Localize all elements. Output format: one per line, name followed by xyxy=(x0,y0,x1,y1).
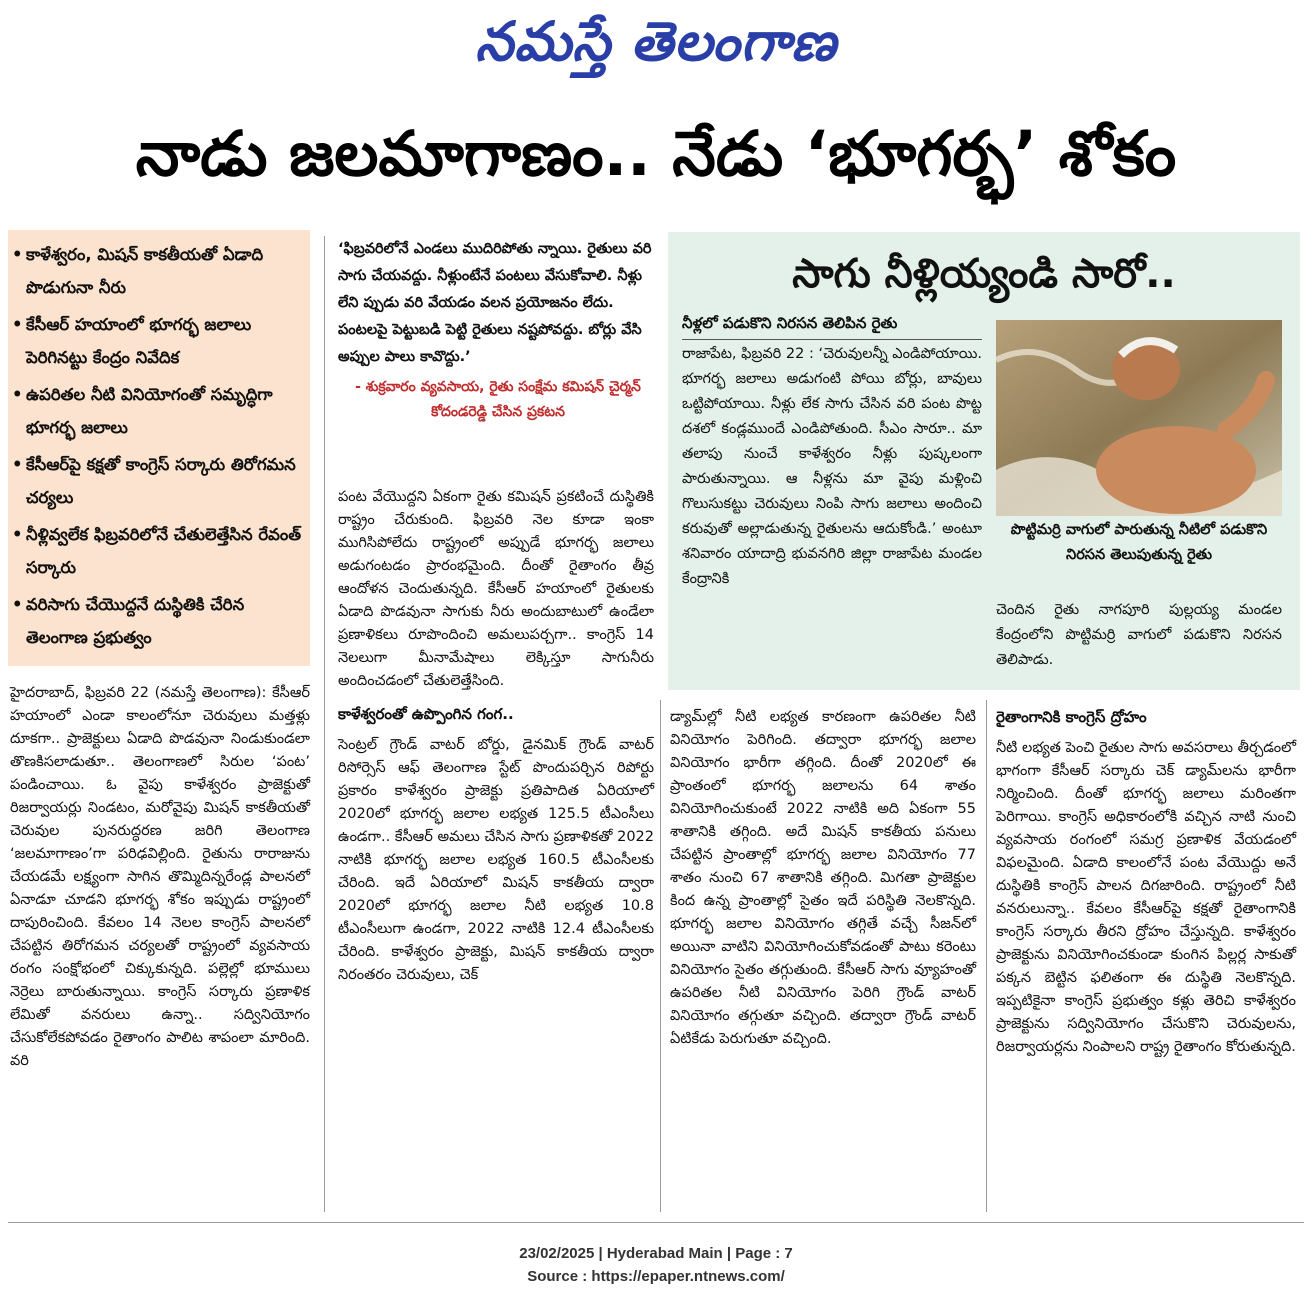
footer-divider xyxy=(8,1222,1304,1223)
footer-date-edition: 23/02/2025 | Hyderabad Main | Page : 7 xyxy=(519,1245,793,1262)
column-divider xyxy=(986,700,987,1212)
article-paragraph: పంట వేయొద్దని ఏకంగా రైతు కమిషన్ ప్రకటించే దుస్థితికి రాష్ట్రం చేరుకుంది. ఫిబ్రవరి నెల కూడా ఇంకా ముగిసిపోలేదు రాష్ట్రంలో అప్పుడే భూగర్భ జలాలు అడుగంటడం ప్రారంభమైంది. దీంతో రైతాంగం తీవ్ర ఆందోళన చెందుతున్నది. కేసీఆర్ హయాంలో రైతులకు ఏడాది పొడవునా సాగుకు నీరు అందుబాటులో ఉండేలా ప్రణాళికలు రూపొందించి అమలుపర్చగా.. కాంగ్రెస్ 14 నెలలుగా మీనామేషాలు లెక్కిస్తూ సాగునీరు అందించడంలో చేతులెత్తేసింది. xyxy=(338,489,654,689)
article-paragraph: హైదరాబాద్, ఫిబ్రవరి 22 (నమస్తే తెలంగాణ): కేసీఆర్ హయాంలో ఎండా కాలంలోనూ చెరువులు మత్తళ్లు దూకగా.. ప్రాజెక్టులు ఏడాది పొడవునా నిండుకుండలా తొణకిసలాడుతూ.. తెలంగాణలో సిరుల ‘పంట’ పండించాయి. ఓ వైపు కాళేశ్వరం ప్రాజెక్టుతో రిజర్వాయర్లు నిండటం, మరోవైపు మిషన్ కాకతీయతో చెరువుల పునరుద్ధరణ జరిగి తెలంగాణ ‘జలమాగాణం’గా పరిఢవిల్లింది. రైతును రారాజును చేయడమే లక్ష్యంగా సాగిన తొమ్మిదిన్నరేండ్ల పాలనలో ఏనాడూ చూడని భూగర్భ శోకం ఇప్పుడు రాష్ట్రంలో దాపురించింది. కేవలం 14 నెలల కాంగ్రెస్ పాలనలో చేపట్టిన తిరోగమన చర్యలతో రాష్ట్రంలో వ్యవసాయ రంగం సంక్షోభంలో చిక్కుకున్నది. పల్లెల్లో భూములు నెర్రెలు బారుతున్నాయి. కాంగ్రెస్ సర్కారు ప్రణాళిక లేమితో వనరులు ఉన్నా.. సద్వినియోగం చేసుకోలేకపోవడం రైతాంగం పాలిట శాపంలా మారింది. వరి xyxy=(10,685,310,1069)
article-paragraph: నీటి లభ్యత పెంచి రైతుల సాగు అవసరాలు తీర్చడంలో భాగంగా కేసీఆర్ సర్కారు చెక్ డ్యామ్‌లను భారీగా నిర్మించింది. దీంతో భూగర్భ జలాలు మరింతగా పెరిగాయి. కాంగ్రెస్ అధికారంలోకి వచ్చిన నాటి నుంచి వ్యవసాయ రంగంలో సమగ్ర ప్రణాళిక వేయడంలో విఫలమైంది. ఏడాది కాలంలోనే పంట వేయొద్దు అనే దుస్థితికి కాంగ్రెస్ పాలన దిగజారింది. రాష్ట్రంలో నీటి వనరులున్నా.. కేవలం కేసీఆర్‌పై కక్షతో రైతాంగానికి కాంగ్రెస్ సర్కారు తీరని ద్రోహం చేస్తున్నది. కాళేశ్వరం ప్రాజెక్టును వినియోగించకుండా కుంగిన పిల్లర్ల సాకుతో పక్కన బెట్టిన ఫలితంగా ఈ దుస్థితి నెలకొన్నది. ఇప్పటికైనా కాంగ్రెస్ ప్రభుత్వం కళ్లు తెరిచి కాళేశ్వరం ప్రాజెక్టును సద్వినియోగం చేసుకొని చెరువులను, రిజర్వాయర్లను నింపాలని రాష్ట్ర రైతాంగం కోరుతున్నది. xyxy=(996,740,1296,1055)
section-subhead: కాళేశ్వరంతో ఉప్పొంగిన గంగ.. xyxy=(338,705,514,723)
article-column-1 xyxy=(10,682,310,1073)
article-column-3 xyxy=(670,706,976,1051)
article-column-4 xyxy=(996,706,1296,1059)
masthead-logo: నమస్తే తెలంగాణ xyxy=(475,9,837,73)
pull-quote xyxy=(338,236,658,425)
article-paragraph: డ్యామ్‌ల్లో నీటి లభ్యత కారణంగా ఉపరితల నీటి వినియోగం పెరిగింది. తద్వారా భూగర్భ జలాల వినియోగం భారీగా తగ్గింది. దీంతో 2020లో ఈ ప్రాంతంలో భూగర్భ జలాలను 64 శాతం వినియోగించుకుంటే 2022 నాటికి అది ఏకంగా 55 శాతానికి తగ్గింది. అదే మిషన్ కాకతీయ పనులు చేపట్టిన ప్రాంతాల్లో భూగర్భ జలాల వినియోగం 77 శాతం నుంచి 67 శాతానికి తగ్గింది. మిగతా ప్రాజెక్టుల కింద ఉన్న ప్రాంతాల్లో సైతం ఇదే పరిస్థితి నెలకొన్నది. భూగర్భ జలాల వినియోగం తగ్గితే వచ్చే సీజన్‌లో అయినా వాటిని వినియోగించుకోవడంతో పాటు కరెంటు వినియోగం సైతం తగ్గుతుంది. కేసీఆర్ సాగు వ్యూహంతో ఉపరితల నీటి వినియోగం పెరిగి గ్రౌండ్ వాటర్ వినియోగం తగ్గుతూ వచ్చింది. తద్వారా గ్రౌండ్ వాటర్ ఏటికేడు పెరుగుతూ వచ్చింది. xyxy=(670,709,976,1047)
quote-text: ‘ఫిబ్రవరిలోనే ఎండలు ముదిరిపోతు న్నాయి. రైతులు వరి సాగు చేయవద్దు. నీళ్లుంటేనే పంటలు వేసుకోవాలి. నీళ్లు లేని ప్పుడు వరి వేయడం వలన ప్రయోజనం లేదు. పంటలపై పెట్టుబడి పెట్టి రైతులు నష్టపోవద్దు. బోర్లు వేసి అప్పుల పాలు కావొద్దు.’ xyxy=(338,241,652,365)
highlight-item: • నీళ్లివ్వలేక ఫిబ్రవరిలోనే చేతులెత్తేసిన రేవంత్ సర్కారు xyxy=(12,525,302,577)
highlights-box xyxy=(8,230,310,666)
highlight-item: • కేసీఆర్‌పై కక్షతో కాంగ్రెస్ సర్కారు తిరోగమన చర్యలు xyxy=(12,455,296,507)
quote-source: - శుక్రవారం వ్యవసాయ, రైతు సంక్షేమ కమిషన్ చైర్మన్ కోదండరెడ్డి చేసిన ప్రకటన xyxy=(355,379,641,420)
sidebar-body-continued: చెందిన రైతు నాగపూరి పుల్లయ్య మండల కేంద్రంలోని పొట్టిమర్రి వాగులో పడుకొని నిరసన తెలిపాడు. xyxy=(996,602,1282,668)
highlight-item: • వరిసాగు చేయొద్దనే దుస్థితికి చేరిన తెలంగాణ ప్రభుత్వం xyxy=(12,595,245,647)
column-divider xyxy=(324,236,325,1212)
article-paragraph: సెంట్రల్ గ్రౌండ్ వాటర్ బోర్డు, డైనమిక్ గ్రౌండ్ వాటర్ రిసోర్సెస్ ఆఫ్ తెలంగాణ స్టేట్ పొందుపర్చిన రిపోర్టు ప్రకారం కాళేశ్వరం ప్రాజెక్టు ప్రతిపాదిత ఏరియాలో 2020లో భూగర్భ జలాల లభ్యత 125.5 టీఎంసీలు ఉండగా.. కేసీఆర్ అమలు చేసిన సాగు ప్రణాళికతో 2022 నాటికి భూగర్భ జలాల లభ్యత 160.5 టీఎంసీలకు చేరింది. ఇదే ఏరియాలో మిషన్ కాకతీయ ద్వారా 2020లో భూగర్భ జలాల నీటి లభ్యత 10.8 టీఎంసీలుగా ఉండగా, 2022 నాటికి 12.4 టీఎంసీలకు చేరింది. కాళేశ్వరం ప్రాజెక్టు, మిషన్ కాకతీయ ద్వారా నిరంతరం చెరువులు, చెక్ xyxy=(338,737,654,983)
section-subhead: రైతాంగానికి కాంగ్రెస్ ద్రోహం xyxy=(996,708,1147,726)
page-footer xyxy=(0,1242,1312,1288)
article-column-2 xyxy=(338,486,654,987)
highlight-item: • కేసీఆర్ హయాంలో భూగర్భ జలాలు పెరిగినట్టు కేంద్రం నివేదిక xyxy=(12,315,252,367)
highlight-item: • కాళేశ్వరం, మిషన్ కాకతీయతో ఏడాది పొడుగునా నీరు xyxy=(12,245,264,297)
photo-caption: పొట్టిమర్రి వాగులో పారుతున్న నీటిలో పడుకొని నిరసన తెలుపుతున్న రైతు xyxy=(1010,522,1268,563)
footer-source: Source : https://epaper.ntnews.com/ xyxy=(527,1268,785,1285)
sidebar-body: రాజాపేట, ఫిబ్రవరి 22 : ‘చెరువులన్నీ ఎండిపోయాయి. భూగర్భ జలాలు అడుగంటి పోయి బోర్లు, బావులు ఒట్టిపోయాయి. నీళ్లు లేక సాగు చేసిన వరి పంట పొట్ట దశలో కండ్లముందే ఎండిపోతుంది. సీఎం సారూ.. మా తలాపు నుంచే కాళేశ్వరం నీళ్లు పుష్కలంగా పారుతున్నాయి. ఆ నీళ్లను మా వైపు మళ్లించి గొలుసుకట్టు చెరువులు నింపి సాగు జలాలు అందించి కరువుతో అల్లాడుతున్న రైతులను ఆదుకోండి.’ అంటూ శనివారం యాదాద్రి భువనగిరి జిల్లా రాజాపేట మండల కేంద్రానికి xyxy=(682,346,982,587)
column-divider xyxy=(660,700,661,1212)
highlight-item: • ఉపరితల నీటి వినియోగంతో సమృద్ధిగా భూగర్భ జలాలు xyxy=(12,385,273,437)
farmer-in-water-photo xyxy=(996,320,1282,516)
sidebar-title: సాగు నీళ్లియ్యండి సారో.. xyxy=(792,251,1176,297)
sidebar-kicker: నీళ్లలో పడుకొని నిరసన తెలిపిన రైతు xyxy=(682,314,982,340)
page-headline: నాడు జలమాగాణం.. నేడు ‘భూగర్భ’ శోకం xyxy=(135,117,1177,190)
